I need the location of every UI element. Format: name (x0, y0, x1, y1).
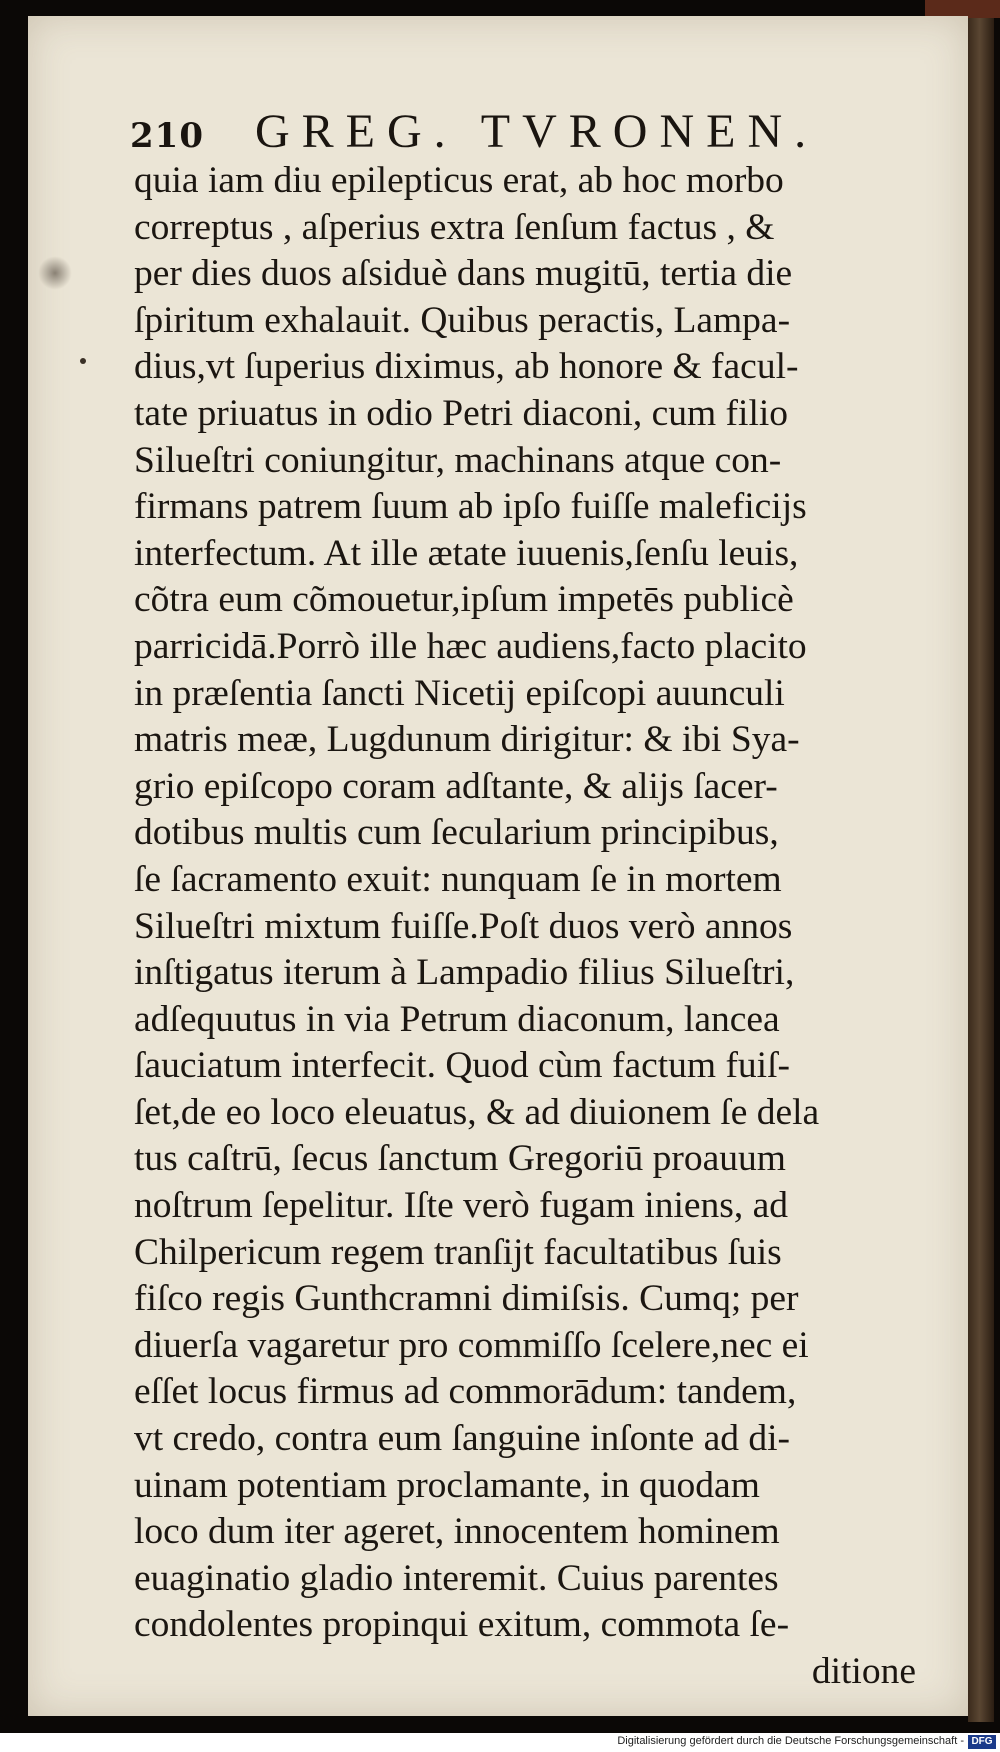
text-line: dotibus multis cum ſecularium principibus, (134, 812, 779, 854)
text-line: uinam potentiam proclamante, in quodam (134, 1464, 760, 1506)
text-line: adſequutus in via Petrum diaconum, lancea (134, 998, 780, 1040)
body-text (134, 158, 924, 1696)
ink-dot (80, 358, 86, 364)
text-line: per dies duos aſsiduè dans mugitū, tertia die (134, 253, 793, 295)
text-line: Chilpericum regem tranſijt facultatibus ſuis (134, 1231, 782, 1273)
funding-credit: Digitalisierung gefördert durch die Deutsche Forschungsgemeinschaft - (617, 1735, 964, 1747)
text-line: ſe ſacramento exuit: nunquam ſe in mortem (134, 858, 782, 900)
text-line: correptus , aſperius extra ſenſum factus , & (134, 206, 775, 248)
text-line: parricidā.Porrò ille hæc audiens,facto placito (134, 625, 807, 667)
text-line: interfectum. At ille ætate iuuenis,ſenſu leuis, (134, 532, 799, 574)
text-line: tate priuatus in odio Petri diaconi, cum filio (134, 392, 789, 434)
dfg-logo: DFG (968, 1735, 996, 1749)
text-line: Silueſtri coniungitur, machinans atque con- (134, 439, 782, 481)
text-line: cõtra eum cõmouetur,ipſum impetēs publicè (134, 579, 794, 621)
text-line: ſpiritum exhalauit. Quibus peractis, Lampa- (134, 299, 791, 341)
catchword: ditione (811, 1651, 916, 1692)
text-line: eſſet locus firmus ad commorādum: tandem, (134, 1371, 797, 1413)
text-line: fiſco regis Gunthcramni dimiſsis. Cumq; per (134, 1278, 799, 1320)
text-line: grio epiſcopo coram adſtante, & alijs ſacer- (134, 765, 778, 807)
text-line: euaginatio gladio interemit. Cuius parentes (134, 1557, 779, 1599)
page-edge (968, 10, 994, 1722)
text-line: Silueſtri mixtum fuiſſe.Poſt duos verò annos (134, 905, 793, 947)
page-header (130, 104, 830, 164)
text-line: quia iam diu epilepticus erat, ab hoc morbo (134, 160, 784, 201)
text-line: ſauciatum interfecit. Quod cùm factum fuiſ- (134, 1045, 791, 1087)
text-line: vt credo, contra eum ſanguine inſonte ad di- (134, 1418, 791, 1460)
text-line: in præſentia ſancti Nicetij epiſcopi auunculi (134, 672, 785, 714)
text-line: dius,vt ſuperius diximus, ab honore & facul- (134, 346, 799, 388)
text-line: ſet,de eo loco eleuatus, & ad diuionem ſe dela (134, 1091, 820, 1133)
text-line: inſtigatus iterum à Lampadio filius Silueſtri, (134, 952, 795, 994)
text-line: tus caſtrū, ſecus ſanctum Gregoriū proauum (134, 1138, 786, 1180)
page-number: 210 (130, 116, 204, 156)
text-line: matris meæ, Lugdunum dirigitur: & ibi Sya- (134, 719, 800, 761)
text-line: firmans patrem ſuum ab ipſo fuiſſe maleficijs (134, 486, 807, 528)
text-line: noſtrum ſepelitur. Iſte verò fugam iniens, ad (134, 1185, 788, 1227)
text-line: condolentes propinqui exitum, commota ſe- (134, 1604, 790, 1646)
running-head: GREG. TVRONEN. (255, 105, 819, 158)
text-line: diuerſa vagaretur pro commiſſo ſcelere,nec ei (134, 1324, 809, 1366)
ink-stain (38, 256, 72, 290)
text-line: loco dum iter ageret, innocentem hominem (134, 1511, 780, 1553)
digitization-footer (0, 1733, 1000, 1752)
